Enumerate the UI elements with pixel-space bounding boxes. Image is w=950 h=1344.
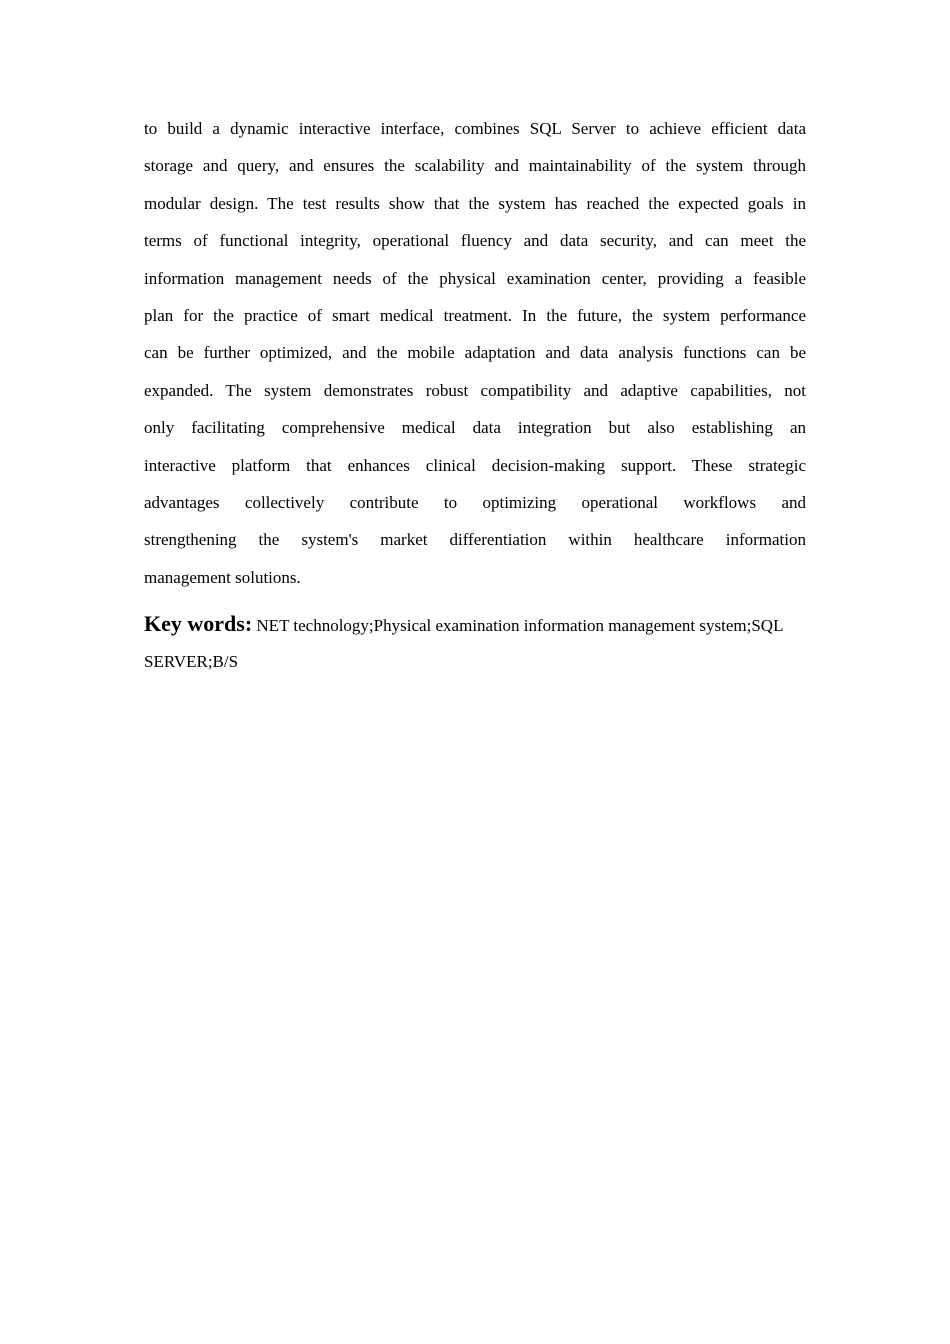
abstract-line: plan for the practice of smart medical treatment. In the future, the system performance bbox=[144, 305, 806, 325]
abstract-line: terms of functional integrity, operational fluency and data security, and can meet the bbox=[144, 231, 806, 251]
keywords-text: NET technology;Physical examination information management system;SQL SERVER;B/S bbox=[144, 616, 783, 672]
keywords-label: Key words: bbox=[144, 611, 253, 637]
abstract-line: can be further optimized, and the mobile adaptation and data analysis functions can be bbox=[144, 343, 806, 363]
abstract-line: interactive platform that enhances clinical decision-making support. These strategic bbox=[144, 455, 806, 475]
abstract-line: to build a dynamic interactive interface, combines SQL Server to achieve efficient data bbox=[144, 119, 806, 138]
abstract-line: information management needs of the physical examination center, providing a feasible bbox=[144, 268, 806, 288]
abstract-line: strengthening the system's market differentiation within healthcare information bbox=[144, 530, 806, 550]
keywords-paragraph bbox=[144, 606, 806, 680]
abstract-line: management solutions. bbox=[144, 567, 301, 587]
abstract-line: expanded. The system demonstrates robust compatibility and adaptive capabilities, not bbox=[144, 380, 806, 400]
abstract-line: only facilitating comprehensive medical data integration but also establishing an bbox=[144, 418, 806, 438]
abstract-line: storage and query, and ensures the scalability and maintainability of the system through bbox=[144, 156, 806, 176]
abstract-line: advantages collectively contribute to optimizing operational workflows and bbox=[144, 492, 806, 512]
abstract-line: modular design. The test results show that the system has reached the expected goals in bbox=[144, 193, 806, 213]
abstract-section bbox=[144, 110, 806, 680]
